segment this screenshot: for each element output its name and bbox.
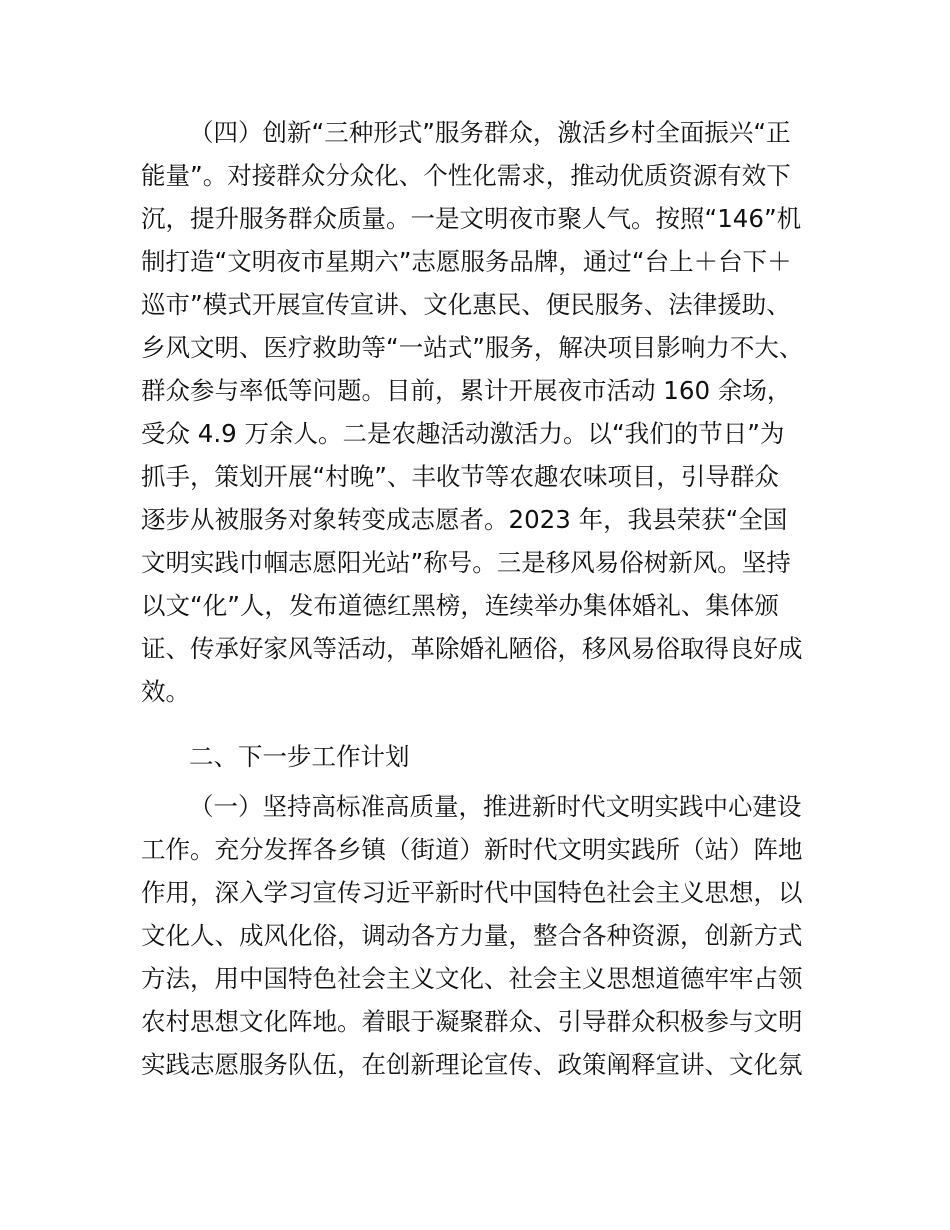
paragraph-1-line-2: 工作。充分发挥各乡镇（街道）新时代文明实践所（站）阵地 bbox=[141, 835, 803, 864]
paragraph-4-line-11: 文明实践巾帼志愿阳光站”称号。三是移风易俗树新风。坚持 bbox=[141, 548, 791, 577]
paragraph-1-line-4: 文化人、成风化俗，调动各方力量，整合各种资源，创新方式 bbox=[141, 921, 803, 950]
paragraph-1-line-5: 方法，用中国特色社会主义文化、社会主义思想道德牢牢占领 bbox=[141, 964, 803, 993]
paragraph-1-line-6: 农村思想文化阵地。着眼于凝聚群众、引导群众积极参与文明 bbox=[141, 1007, 803, 1036]
paragraph-4-line-2: 能量”。对接群众分众化、个性化需求，推动优质资源有效下 bbox=[141, 161, 791, 190]
paragraph-4-line-10: 逐步从被服务对象转变成志愿者。2023 年，我县荣获“全国 bbox=[141, 505, 788, 534]
paragraph-4-line-8: 受众 4.9 万余人。二是农趣活动激活力。以“我们的节日”为 bbox=[141, 419, 785, 448]
paragraph-4-line-12: 以文“化”人，发布道德红黑榜，连续举办集体婚礼、集体颁 bbox=[141, 591, 779, 620]
paragraph-4-line-5: 巡市”模式开展宣传宣讲、文化惠民、便民服务、法律援助、 bbox=[141, 290, 791, 319]
section-heading: 二、下一步工作计划 bbox=[189, 742, 410, 771]
paragraph-1-line-1: （一）坚持高标准高质量，推进新时代文明实践中心建设 bbox=[189, 792, 802, 821]
paragraph-4-line-14: 效。 bbox=[141, 677, 190, 706]
paragraph-4-line-7: 群众参与率低等问题。目前，累计开展夜市活动 160 余场， bbox=[141, 376, 792, 405]
paragraph-4-line-1: （四）创新“三种形式”服务群众，激活乡村全面振兴“正 bbox=[189, 118, 791, 147]
paragraph-4-line-9: 抓手，策划开展“村晚”、丰收节等农趣农味项目，引导群众 bbox=[141, 462, 779, 491]
paragraph-4-line-6: 乡风文明、医疗救助等“一站式”服务，解决项目影响力不大、 bbox=[141, 333, 804, 362]
paragraph-4-line-13: 证、传承好家风等活动，革除婚礼陋俗，移风易俗取得良好成 bbox=[141, 634, 803, 663]
paragraph-1-line-3: 作用，深入学习宣传习近平新时代中国特色社会主义思想，以 bbox=[141, 878, 803, 907]
paragraph-4-line-3: 沉，提升服务群众质量。一是文明夜市聚人气。按照“146”机 bbox=[141, 204, 802, 233]
paragraph-4-line-4: 制打造“文明夜市星期六”志愿服务品牌，通过“台上＋台下＋ bbox=[141, 247, 792, 276]
paragraph-1-line-7: 实践志愿服务队伍，在创新理论宣传、政策阐释宣讲、文化氛 bbox=[141, 1050, 803, 1079]
